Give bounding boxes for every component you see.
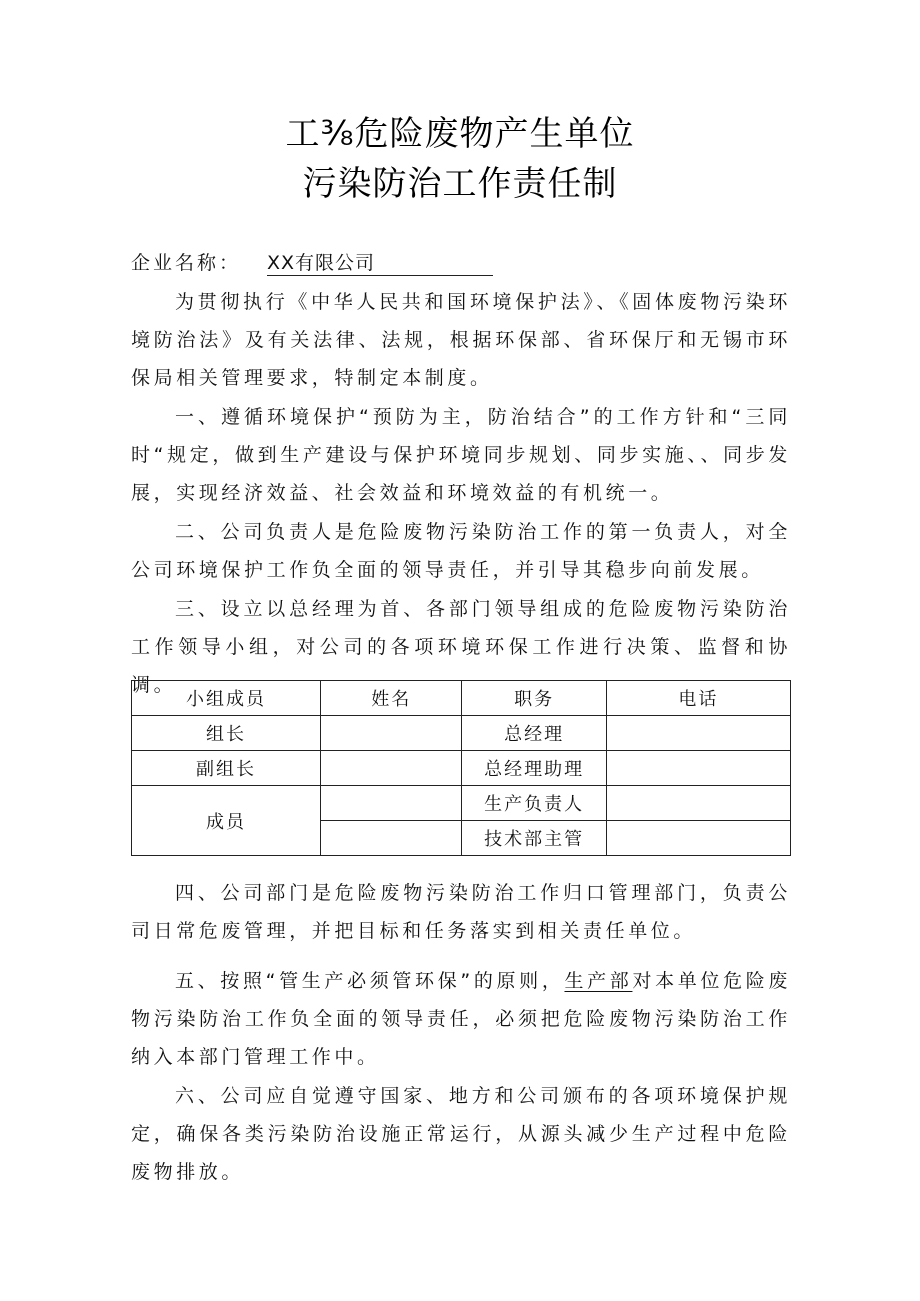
header-cell: 姓名 — [321, 681, 462, 716]
position-cell: 总经理 — [462, 716, 606, 751]
header-cell: 职务 — [462, 681, 606, 716]
name-cell — [321, 786, 462, 821]
table-row — [132, 786, 791, 821]
leadership-group-table — [131, 680, 791, 856]
clause-3: 三、设立以总经理为首、各部门领导组成的危险废物污染防治工作领导小组，对公司的各项环境环保工作进行决策、监督和协调。 — [131, 598, 791, 696]
document-title-line-2: 污染防治工作责任制 — [302, 164, 618, 204]
responsible-department: 生产部 — [564, 970, 633, 992]
table-row — [132, 716, 791, 751]
phone-cell — [606, 786, 790, 821]
clause-2: 二、公司负责人是危险废物污染防治工作的第一负责人，对全公司环境保护工作负全面的领导责任，并引导其稳步向前发展。 — [131, 521, 791, 581]
phone-cell — [606, 751, 790, 786]
name-cell — [321, 716, 462, 751]
name-cell — [321, 821, 462, 856]
phone-cell — [606, 716, 790, 751]
table-row — [132, 751, 791, 786]
intro-paragraph: 为贯彻执行《中华人民共和国环境保护法》、《固体废物污染环境防治法》及有关法律、法规，根据环保部、省环保厅和无锡市环保局相关管理要求，特制定本制度。 — [131, 291, 791, 389]
document-title-line-1: 工⅜危险废物产生单位 — [285, 114, 635, 154]
clause-6: 六、公司应自觉遵守国家、地方和公司颁布的各项环境保护规定，确保各类污染防治设施正常运行，从源头减少生产过程中危险废物排放。 — [131, 1085, 791, 1183]
clause-1: 一、遵循环境保护“预防为主，防治结合”的工作方针和“三同时“规定，做到生产建设与保护环境同步规划、同步实施、、同步发展，实现经济效益、社会效益和环境效益的有机统一。 — [131, 406, 791, 504]
role-cell: 组长 — [132, 716, 321, 751]
role-cell: 副组长 — [132, 751, 321, 786]
company-name: XX有限公司 — [267, 251, 493, 276]
position-cell: 生产负责人 — [462, 786, 606, 821]
position-cell: 技术部主管 — [462, 821, 606, 856]
clause-5-lead: 五、按照“管生产必须管环保”的原则， — [175, 970, 565, 992]
clause-5 — [131, 962, 791, 1076]
clause-5-rest: 对本单位危险废物污染防治工作负全面的领导责任，必须把危险废物污染防治工作纳入本部门管理工作中。 — [131, 970, 791, 1068]
role-cell: 成员 — [132, 786, 321, 856]
phone-cell — [606, 821, 790, 856]
header-cell: 小组成员 — [132, 681, 321, 716]
header-cell: 电话 — [606, 681, 790, 716]
company-line — [131, 248, 493, 278]
company-label: 企业名称： — [131, 252, 242, 274]
position-cell: 总经理助理 — [462, 751, 606, 786]
clause-4: 四、公司部门是危险废物污染防治工作归口管理部门，负责公司日常危废管理，并把目标和任务落实到相关责任单位。 — [131, 882, 791, 942]
table-header-row — [132, 681, 791, 716]
name-cell — [321, 751, 462, 786]
